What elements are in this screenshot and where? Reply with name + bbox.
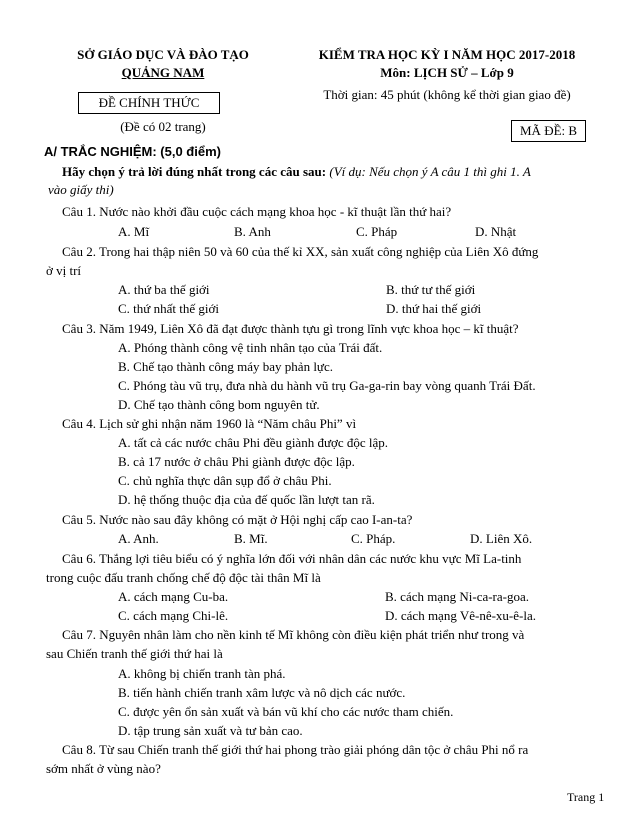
q1-option-d: D. Nhật — [475, 224, 517, 239]
question-1: Câu 1. Nước nào khởi đầu cuộc cách mạng khoa học - kĩ thuật lần thứ hai? — [62, 204, 452, 219]
q2-option-c: C. thứ nhất thế giới — [118, 301, 219, 316]
question-4: Câu 4. Lịch sử ghi nhận năm 1960 là “Năm châu Phi” vì — [62, 416, 357, 431]
q1-option-b: B. Anh — [234, 224, 271, 239]
q4-option-c: C. chủ nghĩa thực dân sụp đổ ở châu Phi. — [118, 473, 332, 488]
question-7-cont: sau Chiến tranh thế giới thứ hai là — [46, 646, 223, 661]
q2-option-b: B. thứ tư thế giới — [386, 282, 476, 297]
pages-note: (Đề có 02 trang) — [120, 119, 206, 134]
question-3: Câu 3. Năm 1949, Liên Xô đã đạt được thành tựu gì trong lĩnh vực khoa học – kĩ thuật? — [62, 321, 519, 336]
question-7: Câu 7. Nguyên nhân làm cho nền kinh tế Mĩ không còn điều kiện phát triển như trong và — [62, 627, 525, 642]
page-number: Trang 1 — [567, 790, 605, 804]
q6-option-c: C. cách mạng Chi-lê. — [118, 608, 229, 623]
q5-option-d: D. Liên Xô. — [470, 531, 533, 546]
question-8: Câu 8. Từ sau Chiến tranh thế giới thứ hai phong trào giải phóng dân tộc ở châu Phi nổ ra — [62, 742, 529, 757]
q7-option-a: A. không bị chiến tranh tàn phá. — [118, 666, 286, 681]
instruction-bold: Hãy chọn ý trả lời đúng nhất trong các câu sau: — [62, 164, 327, 179]
q1-option-c: C. Pháp — [356, 224, 398, 239]
q7-option-b: B. tiến hành chiến tranh xâm lược và nô dịch các nước. — [118, 685, 406, 700]
province-name: QUẢNG NAM — [121, 65, 205, 80]
instruction-italic: (Ví dụ: Nếu chọn ý A câu 1 thì ghi 1. A — [329, 164, 531, 179]
question-8-cont: sớm nhất ở vùng nào? — [46, 761, 161, 776]
q2-option-a: A. thứ ba thế giới — [118, 282, 210, 297]
q5-option-b: B. Mĩ. — [234, 531, 268, 546]
time-line: Thời gian: 45 phút (không kể thời gian giao đề) — [323, 87, 571, 102]
q6-option-b: B. cách mạng Ni-ca-ra-goa. — [385, 589, 530, 604]
q4-option-b: B. cả 17 nước ở châu Phi giành được độc lập. — [118, 454, 355, 469]
question-6: Câu 6. Thắng lợi tiêu biểu có ý nghĩa lớn đối với nhân dân các nước khu vực Mĩ La-tinh — [62, 551, 522, 566]
q7-option-c: C. được yên ổn sản xuất và bán vũ khí cho các nước tham chiến. — [118, 704, 454, 719]
q3-option-d: D. Chế tạo thành công bom nguyên tử. — [118, 397, 320, 412]
q1-option-a: A. Mĩ — [118, 224, 150, 239]
question-5: Câu 5. Nước nào sau đây không có mặt ở Hội nghị cấp cao I-an-ta? — [62, 512, 413, 527]
q4-option-d: D. hệ thống thuộc địa của đế quốc lần lượt tan rã. — [118, 492, 375, 507]
subject-line: Môn: LỊCH SỬ – Lớp 9 — [380, 65, 514, 80]
q3-option-c: C. Phóng tàu vũ trụ, đưa nhà du hành vũ trụ Ga-ga-rin bay vòng quanh Trái Đất. — [118, 378, 536, 393]
department-name: SỞ GIÁO DỤC VÀ ĐÀO TẠO — [77, 47, 249, 62]
q6-option-d: D. cách mạng Vê-nê-xu-ê-la. — [385, 608, 536, 623]
exam-code: MÃ ĐỀ: B — [511, 120, 586, 142]
instruction-italic-cont: vào giấy thi) — [48, 182, 114, 197]
q7-option-d: D. tập trung sản xuất và tư bản cao. — [118, 723, 303, 738]
exam-title: KIỂM TRA HỌC KỲ I NĂM HỌC 2017-2018 — [318, 47, 576, 62]
q2-option-d: D. thứ hai thế giới — [386, 301, 482, 316]
q5-option-a: A. Anh. — [118, 531, 159, 546]
q5-option-c: C. Pháp. — [351, 531, 396, 546]
section-title: A/ TRẮC NGHIỆM: (5,0 điểm) — [44, 144, 221, 159]
question-6-cont: trong cuộc đấu tranh chống chế độ độc tài thân Mĩ là — [46, 570, 321, 585]
q6-option-a: A. cách mạng Cu-ba. — [118, 589, 229, 604]
q3-option-a: A. Phóng thành công vệ tinh nhân tạo của Trái đất. — [118, 340, 383, 355]
question-2: Câu 2. Trong hai thập niên 50 và 60 của thế kỉ XX, sản xuất công nghiệp của Liên Xô đứng — [62, 244, 539, 259]
official-label: ĐỀ CHÍNH THỨC — [78, 92, 220, 114]
question-2-cont: ở vị trí — [46, 263, 82, 278]
q3-option-b: B. Chế tạo thành công máy bay phản lực. — [118, 359, 333, 374]
q4-option-a: A. tất cả các nước châu Phi đều giành được độc lập. — [118, 435, 389, 450]
